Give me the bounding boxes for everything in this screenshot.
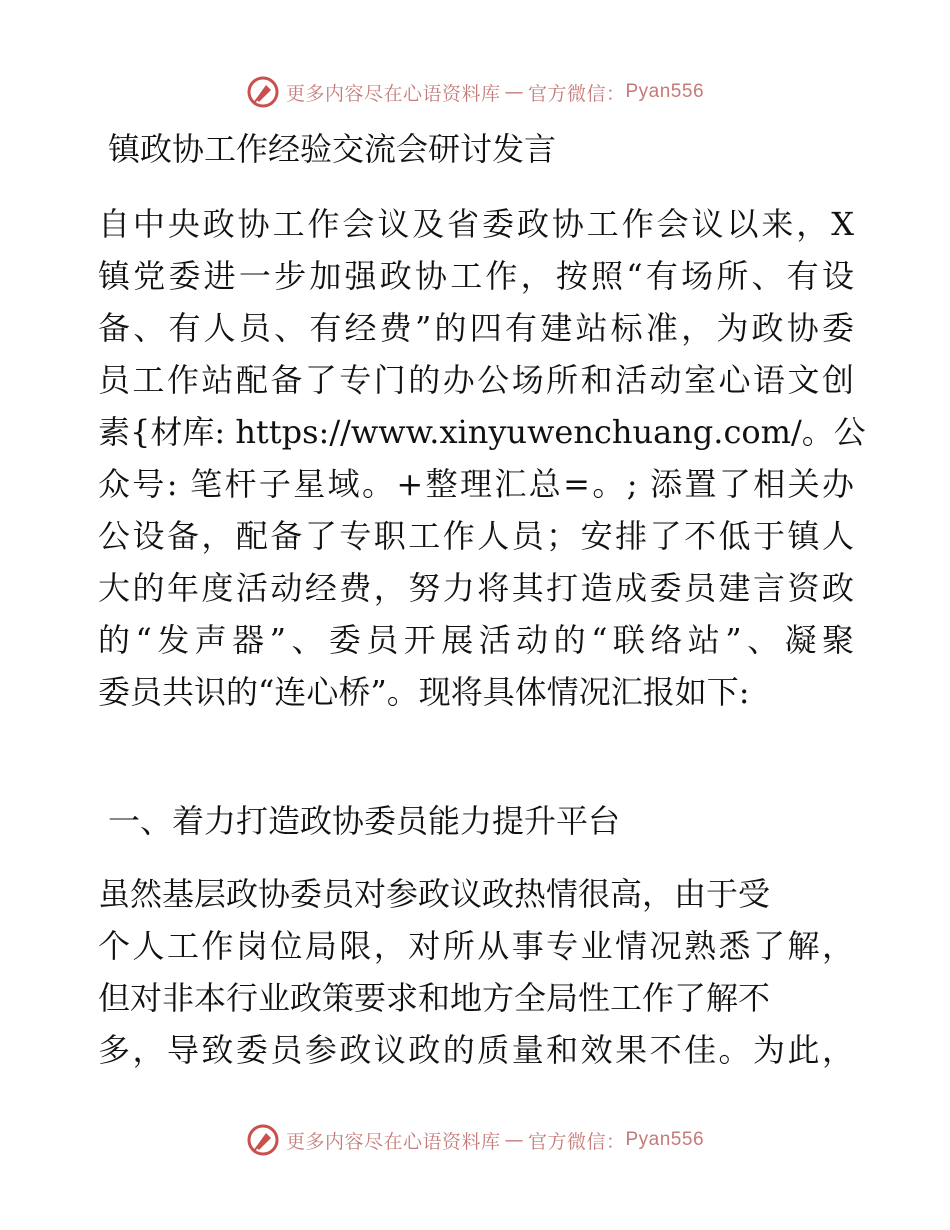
watermark-separator: — <box>504 81 524 103</box>
paragraph-line: 大的年度活动经费，努力将其打造成委员建言资政 <box>98 569 854 607</box>
watermark-contact-id: Pyan556 <box>625 1129 705 1150</box>
paragraph-line: 个人工作岗位局限，对所从事专业情况熟悉了解， <box>98 927 854 965</box>
pen-nib-logo-icon <box>246 1123 280 1157</box>
paragraph-line: 虽然基层政协委员对参政议政热情很高，由于受 <box>98 875 771 913</box>
paragraph-line: 备、有人员、有经费”的四有建站标准，为政协委 <box>98 309 854 347</box>
paragraph-line: 委员共识的“连心桥”。现将具体情况汇报如下: <box>98 673 750 711</box>
paragraph-line: 镇党委进一步加强政协工作，按照“有场所、有设 <box>98 257 854 295</box>
document-title: 镇政协工作经验交流会研讨发言 <box>108 130 557 168</box>
section-heading-1: 一、着力打造政协委员能力提升平台 <box>108 802 621 840</box>
paragraph-line: 员工作站配备了专门的办公场所和活动室心语文创 <box>98 361 854 399</box>
watermark-text: 更多内容尽在心语资料库 <box>285 1130 501 1153</box>
watermark-separator: — <box>504 1129 524 1151</box>
paragraph-2 <box>98 868 854 1076</box>
pen-nib-logo-icon <box>246 75 280 109</box>
header-watermark <box>0 72 950 112</box>
paragraph-line: 但对非本行业政策要求和地方全局性工作了解不 <box>98 979 771 1017</box>
paragraph-line: 多，导致委员参政议政的质量和效果不佳。为此， <box>98 1031 854 1069</box>
paragraph-1 <box>98 198 866 718</box>
paragraph-line: 公设备，配备了专职工作人员；安排了不低于镇人 <box>98 517 854 555</box>
watermark-contact-label: 官方微信： <box>527 1130 626 1153</box>
footer-watermark <box>0 1120 950 1160</box>
watermark-text: 更多内容尽在心语资料库 <box>285 82 501 105</box>
paragraph-line: 自中央政协工作会议及省委政协工作会议以来，X <box>98 205 854 243</box>
paragraph-line: 众号: 笔杆子星域。+整理汇总=。; 添置了相关办 <box>98 465 854 503</box>
paragraph-line: 的“发声器”、委员开展活动的“联络站”、凝聚 <box>98 621 854 659</box>
watermark-contact-label: 官方微信： <box>527 82 626 105</box>
watermark-contact-id: Pyan556 <box>625 81 705 102</box>
paragraph-line: 素{材库: https://www.xinyuwenchuang.com/。公 <box>98 413 866 451</box>
